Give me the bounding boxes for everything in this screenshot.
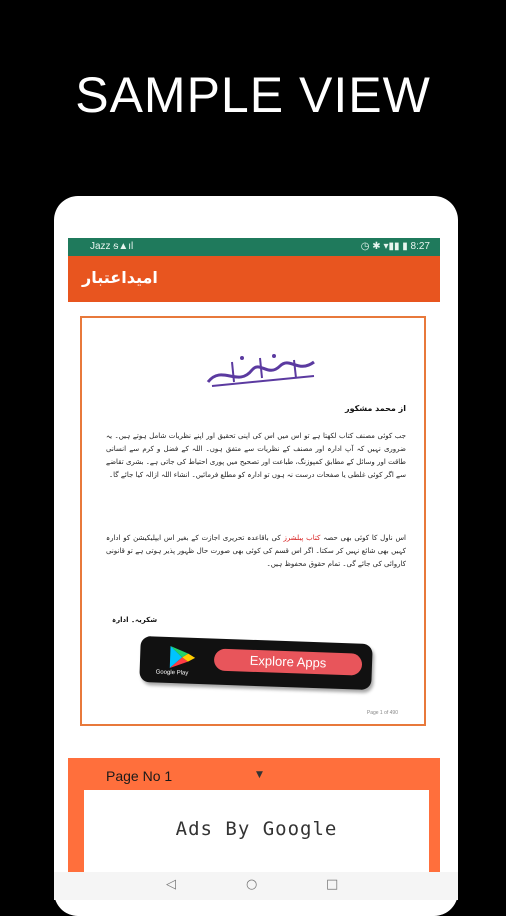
carrier-label <box>90 241 133 252</box>
signal-icon: ᵴ▲ıl <box>113 241 134 252</box>
explore-apps-badge[interactable] <box>139 636 372 690</box>
page-selector-value: Page No 1 <box>106 768 173 784</box>
intro-paragraph: جب کوئی مصنف کتاب لکھتا ہے تو اس میں اس کی اپنی تحقیق اور اپنے نظریات شامل ہوتے ہیں۔ یہ ضروری نہیں کہ آپ ادارہ اور مصنف کے نظریات سے متفق ہوں۔ اللہ کے فضل و کرم سے انسانی طاقت اور وسائل کے مطابق کمپوزنگ، طباعت اور تصحیح میں پوری احتیاط کی جاتی ہے۔ بشری تقاضے سے اگر کوئی غلطی یا صفحات درست نہ ہوں تو ادارہ کو مطلع فرمائیں۔ انشاء اللہ ازالہ کیا جائے گا۔ <box>106 432 406 479</box>
status-bar <box>68 238 440 256</box>
ad-text: Ads By Google <box>175 818 338 840</box>
google-play-label: Google Play <box>155 669 189 677</box>
page-indicator: Page 1 of 490 <box>366 710 398 716</box>
home-icon[interactable]: ○ <box>246 877 258 892</box>
document-viewer[interactable] <box>68 302 440 762</box>
author-line: از محمد مشکور <box>345 404 406 413</box>
explore-apps-label: Explore Apps <box>214 649 363 676</box>
publisher-highlight: کتاب پبلشرز <box>283 534 321 542</box>
carrier-name: Jazz <box>90 241 111 252</box>
copyright-paragraph <box>106 532 406 571</box>
bottom-panel <box>68 758 440 872</box>
back-icon[interactable]: ◁ <box>166 877 176 892</box>
dropdown-arrow-icon: ▼ <box>256 770 263 780</box>
app-title: امیداعتبار <box>82 268 158 287</box>
system-nav-bar <box>54 872 458 900</box>
ad-banner[interactable] <box>84 790 429 872</box>
clock: 8:27 <box>410 241 430 252</box>
google-play-icon <box>168 645 199 670</box>
recents-icon[interactable]: □ <box>326 877 339 892</box>
copyright-text-end: کی باقاعدہ تحریری اجازت کے بغیر اس ایپلیکیشن کو ادارہ کہیں بھی شائع نہیں کر سکتا۔ اگر اس قسم کی کوئی بھی صورت حال ظہور پذیر ہوتی ہے تو قانونی کاروائی کی جائے گی۔ تمام حقوق محفوظ ہیں۔ <box>106 534 406 568</box>
status-right <box>361 241 430 252</box>
copyright-text-start: اس ناول کا کوئی بھی حصہ <box>323 534 407 542</box>
document-page <box>80 316 426 726</box>
app-screen <box>68 238 440 872</box>
signature: شکریہ۔ ادارہ <box>112 616 158 624</box>
app-bar <box>68 256 440 302</box>
status-icons: ◷ ✱ ▾▮▮ ▮ <box>360 241 408 252</box>
headline: SAMPLE VIEW <box>75 67 431 123</box>
bismillah-calligraphy <box>202 348 322 392</box>
